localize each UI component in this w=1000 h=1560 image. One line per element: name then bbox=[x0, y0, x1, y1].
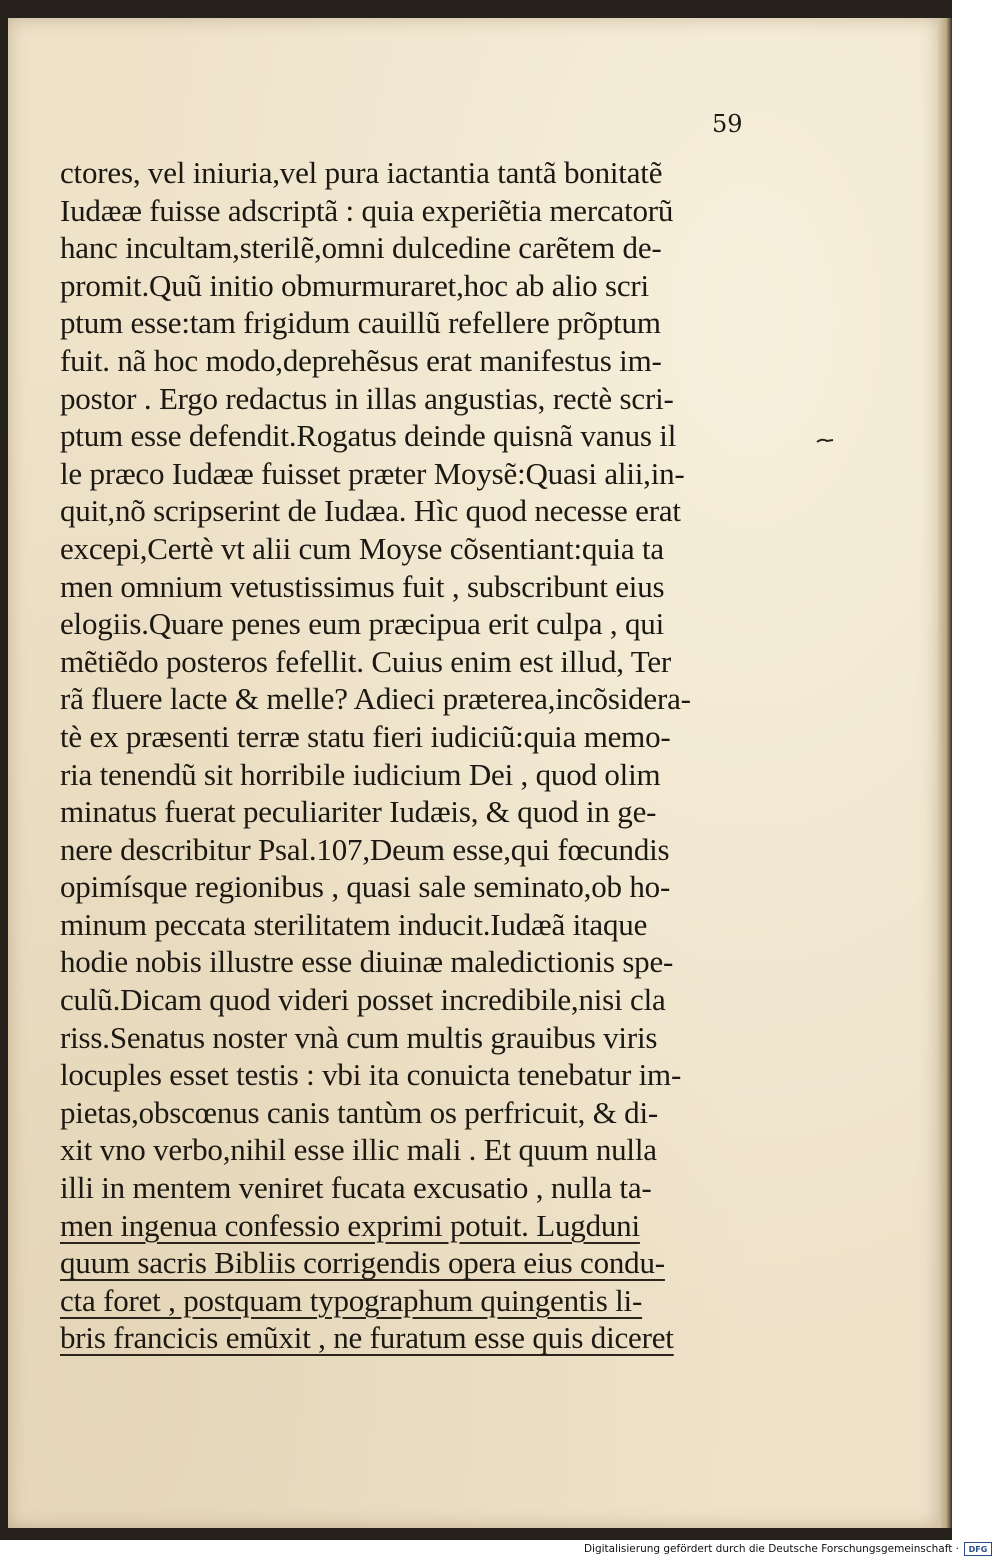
footer-credit: Digitalisierung gefördert durch die Deutsche Forschungsgemeinschaft · bbox=[583, 1543, 959, 1555]
text-line: tè ex præsenti terræ statu fieri iudiciũ:quia memo- bbox=[60, 718, 671, 754]
text-line: fuit. nã hoc modo,deprehẽsus erat manifestus im- bbox=[60, 342, 662, 378]
text-line: elogiis.Quare penes eum præcipua erit culpa , qui bbox=[60, 606, 664, 642]
text-line: opimísque regionibus , quasi sale seminato,ob ho- bbox=[60, 869, 671, 905]
text-line: riss.Senatus noster vnà cum multis grauibus viris bbox=[60, 1019, 658, 1055]
text-line: ctores, vel iniuria,vel pura iactantia tantã bonitatẽ bbox=[60, 155, 663, 190]
text-line: ptum esse defendit.Rogatus deinde quisnã vanus il bbox=[60, 418, 677, 454]
text-line: nere describitur Psal.107,Deum esse,qui fœcundis bbox=[60, 831, 670, 867]
text-line: quum sacris Bibliis corrigendis opera eius condu- bbox=[60, 1245, 665, 1281]
text-line: quit,nõ scripserint de Iudæa. Hìc quod necesse erat bbox=[60, 493, 681, 529]
text-line: cta foret , postquam typographum quingentis li- bbox=[60, 1282, 643, 1318]
book-page bbox=[8, 18, 938, 1528]
text-line: le præco Iudææ fuisset præter Moysẽ:Quasi alii,in- bbox=[60, 455, 685, 491]
text-line: minum peccata sterilitatem inducit.Iudæã itaque bbox=[60, 906, 648, 942]
page-edge bbox=[938, 18, 952, 1528]
text-line: hanc incultam,sterilẽ,omni dulcedine carẽtem de- bbox=[60, 230, 662, 266]
text-line: postor . Ergo redactus in illas angustias, rectè scri- bbox=[60, 380, 674, 416]
text-line: mẽtiẽdo posteros fefellit. Cuius enim est illud, Ter bbox=[60, 643, 672, 679]
text-line: pietas,obscœnus canis tantùm os perfricuit, & di- bbox=[60, 1094, 659, 1130]
text-line: rã fluere lacte & melle? Adieci præterea,incõsidera- bbox=[60, 681, 691, 717]
text-line: culũ.Dicam quod videri posset incredibile,nisi cla bbox=[60, 982, 666, 1018]
margin-pointer-icon bbox=[816, 436, 834, 446]
footer bbox=[584, 1542, 992, 1556]
page-number: 59 bbox=[712, 110, 743, 138]
text-line: Iudææ fuisse adscriptã : quia experiẽtia mercatorũ bbox=[60, 192, 674, 228]
text-line: men ingenua confessio exprimi potuit. Lugduni bbox=[60, 1207, 640, 1243]
text-line: locuples esset testis : vbi ita conuicta tenebatur im- bbox=[60, 1057, 682, 1093]
text-line: illi in mentem veniret fucata excusatio , nulla ta- bbox=[60, 1170, 652, 1206]
text-line: hodie nobis illustre esse diuinæ maledictionis spe- bbox=[60, 944, 674, 980]
text-line: bris francicis emũxit , ne furatum esse quis diceret bbox=[60, 1320, 674, 1356]
text-line: minatus fuerat peculiariter Iudæis, & quod in ge- bbox=[60, 794, 657, 830]
text-block bbox=[60, 154, 800, 1357]
text-line: ptum esse:tam frigidum cauillũ refellere prõptum bbox=[60, 305, 661, 341]
text-line: promit.Quũ initio obmurmuraret,hoc ab alio scri bbox=[60, 267, 649, 303]
text-line: xit vno verbo,nihil esse illic mali . Et quum nulla bbox=[60, 1132, 657, 1168]
dfg-logo: DFG bbox=[964, 1542, 992, 1556]
text-line: ria tenendũ sit horribile iudicium Dei , quod olim bbox=[60, 756, 661, 792]
text-line: men omnium vetustissimus fuit , subscribunt eius bbox=[60, 568, 665, 604]
text-line: excepi,Certè vt alii cum Moyse cõsentiant:quia ta bbox=[60, 530, 664, 566]
